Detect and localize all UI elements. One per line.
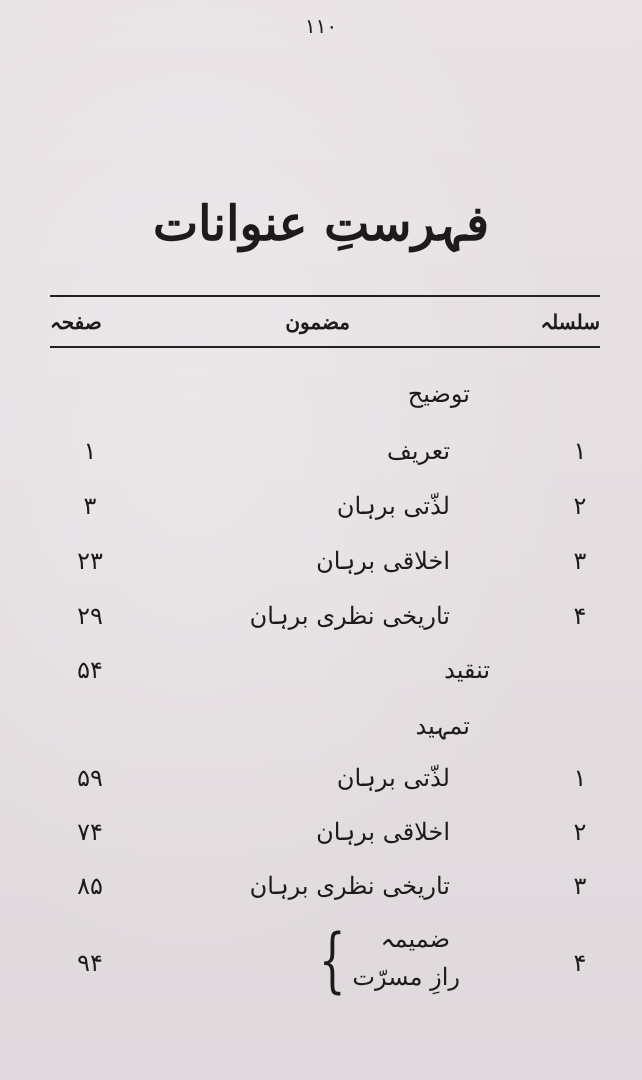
toc-serial: ۲ [573, 492, 587, 520]
toc-serial: ۳ [573, 872, 587, 900]
toc-row [60, 437, 600, 477]
toc-row [60, 818, 600, 858]
toc-appendix-row [60, 919, 600, 1005]
header-serial: سلسلہ [540, 310, 600, 334]
header-bottom-rule [50, 346, 600, 348]
toc-topic: اخلاقی برہان [316, 547, 450, 575]
section-heading-preface: تمہید [415, 712, 470, 740]
toc-row [60, 492, 600, 532]
toc-row [60, 872, 600, 912]
toc-row-critique [60, 656, 600, 696]
section-heading-critique: تنقید [444, 656, 490, 684]
section-heading-clarification: توضیح [407, 380, 470, 408]
toc-row [60, 764, 600, 804]
header-top-rule [50, 295, 600, 297]
toc-row [60, 602, 600, 642]
toc-header-row [50, 310, 600, 342]
toc-topic: تاریخی نظری برہان [249, 602, 450, 630]
appendix-topic: رازِ مسرّت [352, 963, 460, 991]
toc-serial: ۳ [573, 547, 587, 575]
toc-topic: تعریف [386, 437, 450, 465]
toc-page: ۲۹ [77, 602, 103, 630]
appendix-heading: ضمیمہ [380, 925, 450, 953]
header-subject: مضمون [285, 310, 350, 334]
toc-serial: ۱ [573, 764, 587, 792]
toc-topic: تاریخی نظری برہان [249, 872, 450, 900]
toc-page: ۳ [83, 492, 97, 520]
toc-serial: ۱ [573, 437, 587, 465]
toc-serial: ۲ [573, 818, 587, 846]
toc-page: ۱ [83, 437, 97, 465]
page-title: فہرستِ عنوانات [152, 196, 490, 252]
toc-row [60, 547, 600, 587]
page-number: ۱۱۰ [304, 14, 338, 38]
toc-page: ۲۳ [77, 547, 103, 575]
toc-page: ۹۴ [77, 949, 103, 977]
toc-page: ۵۴ [77, 656, 103, 684]
header-page: صفحہ [50, 310, 102, 334]
toc-page: ۷۴ [77, 818, 103, 846]
toc-topic: اخلاقی برہان [316, 818, 450, 846]
toc-topic: لذّتی برہان [336, 492, 450, 520]
toc-serial: ۴ [573, 602, 587, 630]
toc-page: ۸۵ [77, 872, 103, 900]
toc-serial: ۴ [573, 949, 587, 977]
curly-brace: } [319, 919, 347, 1001]
toc-page: ۵۹ [77, 764, 103, 792]
toc-topic: لذّتی برہان [336, 764, 450, 792]
